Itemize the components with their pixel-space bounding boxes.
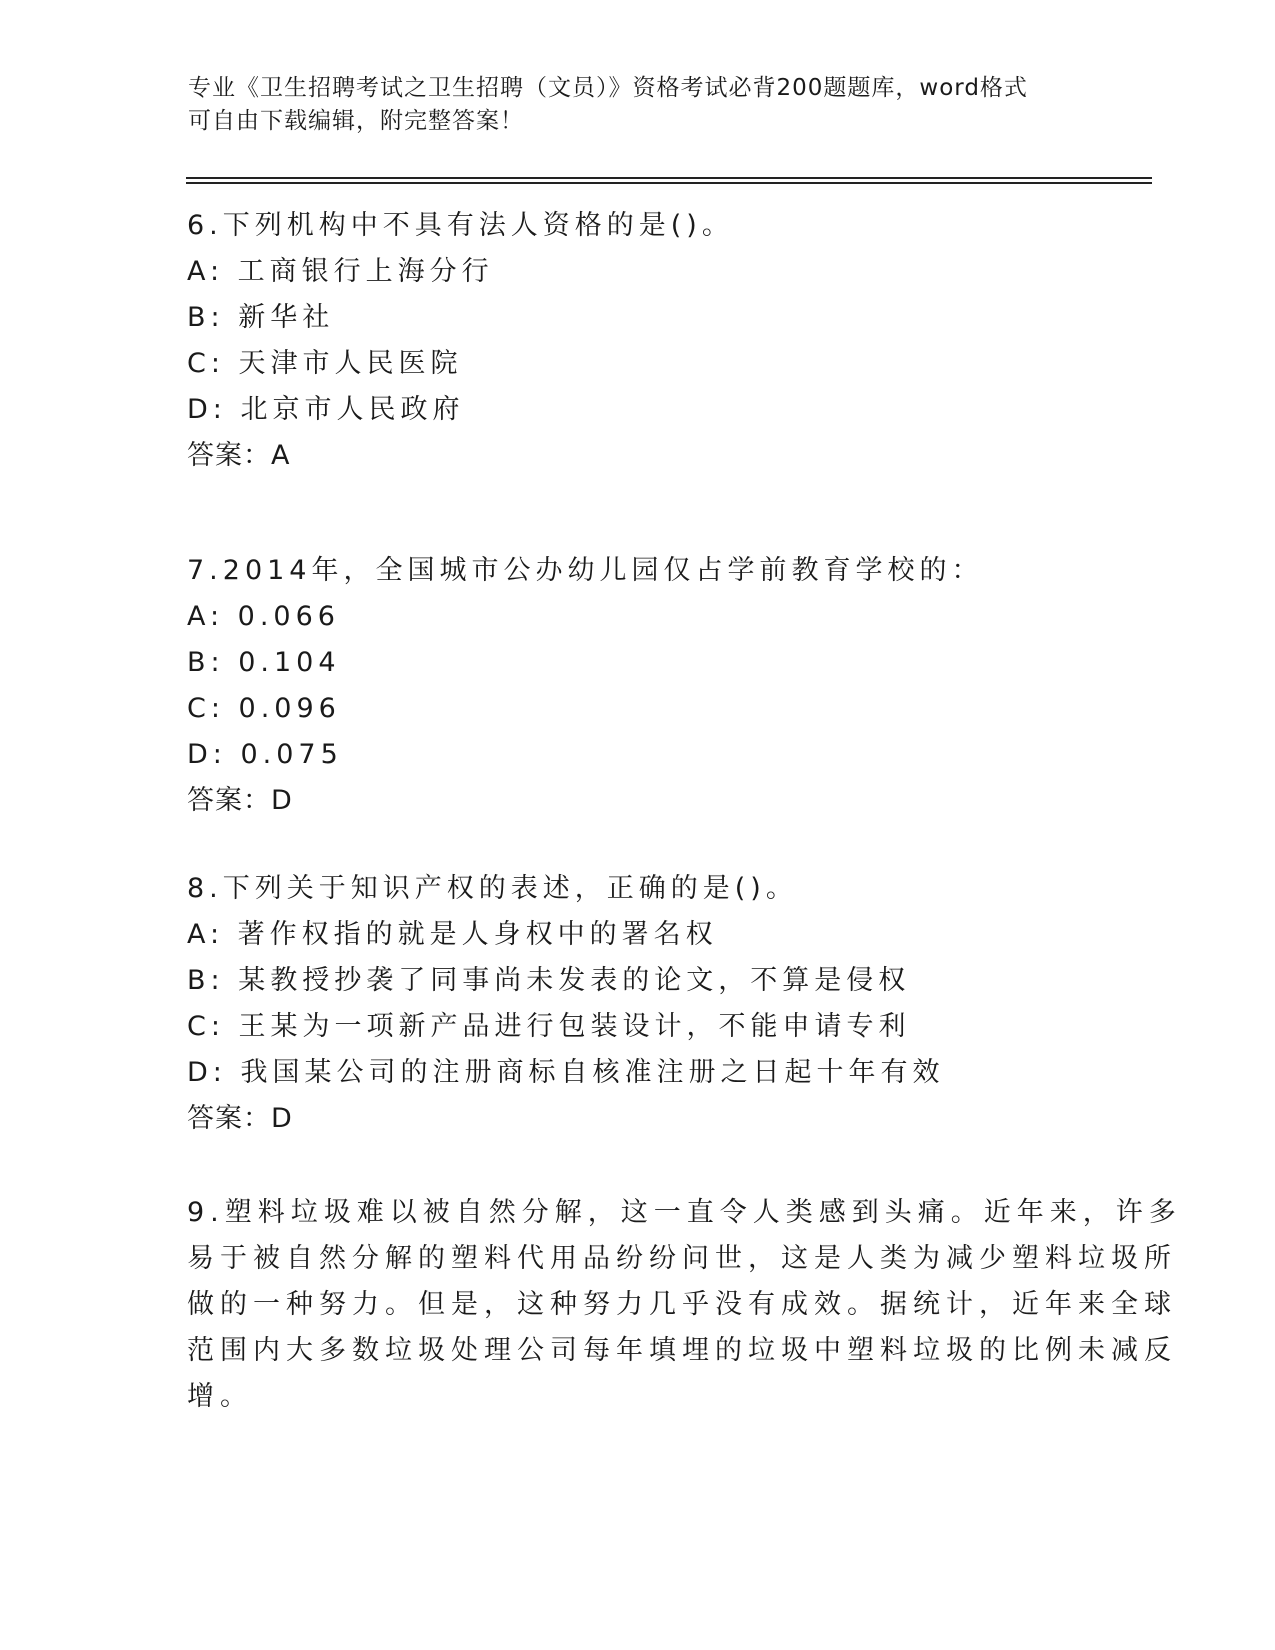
question-7 [187,548,1087,824]
header-line-1: 专业《卫生招聘考试之卫生招聘（文员）》资格考试必背200题题库，word格式 [188,75,1028,101]
header-divider-bottom [186,182,1152,184]
option-b: B: 某教授抄袭了同事尚未发表的论文，不算是侵权 [187,965,911,996]
question-stem: 7.2014年，全国城市公办幼儿园仅占学前教育学校的： [187,555,984,586]
answer-value: D [271,1103,293,1134]
question-stem: 8.下列关于知识产权的表述，正确的是()。 [187,873,798,904]
header-divider-top [186,177,1152,179]
option-d: D: 0.075 [187,739,343,770]
option-a: A: 工商银行上海分行 [187,256,494,287]
question-8 [187,866,1087,1142]
answer-value: D [271,785,293,816]
answer-value: A [271,440,291,471]
answer-label: 答案： [187,785,271,816]
option-d: D: 北京市人民政府 [187,394,465,425]
question-9 [187,1190,1182,1420]
option-c: C: 0.096 [187,693,341,724]
option-b: B: 新华社 [187,302,335,333]
option-d: D: 我国某公司的注册商标自核准注册之日起十年有效 [187,1057,945,1088]
paragraph-line: 9.塑料垃圾难以被自然分解，这一直令人类感到头痛。近年来，许多 [187,1197,1182,1228]
answer-label: 答案： [187,440,271,471]
paragraph-line: 增。 [187,1381,253,1412]
paragraph-line: 范围内大多数垃圾处理公司每年填埋的垃圾中塑料垃圾的比例未减反 [187,1335,1177,1366]
option-c: C: 王某为一项新产品进行包装设计，不能申请专利 [187,1011,911,1042]
paragraph-line: 做的一种努力。但是，这种努力几乎没有成效。据统计，近年来全球 [187,1289,1177,1320]
question-6 [187,203,1087,479]
question-stem: 6.下列机构中不具有法人资格的是()。 [187,210,734,241]
paragraph-line: 易于被自然分解的塑料代用品纷纷问世，这是人类为减少塑料垃圾所 [187,1243,1177,1274]
answer-label: 答案： [187,1103,271,1134]
answer-line [187,433,1087,479]
answer-line [187,1096,1087,1142]
option-b: B: 0.104 [187,647,341,678]
option-a: A: 0.066 [187,601,340,632]
option-a: A: 著作权指的就是人身权中的署名权 [187,919,718,950]
answer-line [187,778,1087,824]
option-c: C: 天津市人民医院 [187,348,463,379]
header-line-2: 可自由下载编辑，附完整答案！ [188,108,524,134]
document-header [188,72,1088,138]
